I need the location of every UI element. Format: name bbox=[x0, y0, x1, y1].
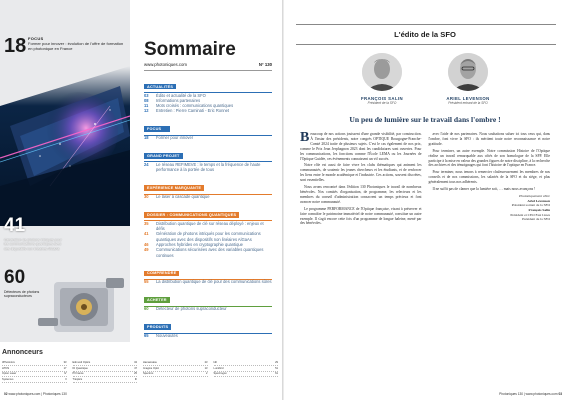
right-footer-text: Photoniques 130 | www.photoniques.com bbox=[499, 392, 558, 396]
toc-section-heading: PRODUITS bbox=[144, 324, 171, 330]
left-page bbox=[0, 0, 282, 400]
advertiser-item[interactable] bbox=[143, 372, 208, 377]
toc-entry-title: Nouveautés bbox=[156, 333, 178, 339]
feature-focus-number: 18 bbox=[4, 35, 27, 57]
editorial-title-rule bbox=[296, 44, 556, 45]
advertiser-page: 51 bbox=[275, 366, 278, 370]
editorial-paragraph: Il ne suffit pas de clamer que la lumière soit, … mais nous avançons ! bbox=[432, 187, 536, 192]
toc-entry-page: 35 bbox=[144, 220, 149, 226]
editorial-paragraph: Nous avons rencontré dans l'édition 130 Photoniques le travail de nombreux bénévoles. Nos comités d'organisation, de programme, les relecteurs et les membres du conseil d'administration consacrent un temps précieux et font avancer notre communauté. bbox=[300, 185, 422, 204]
signature-line: François Salin bbox=[528, 208, 550, 213]
advertiser-name: Trioptics bbox=[72, 377, 83, 381]
signature-line: Président et CEO Fast Lines bbox=[510, 212, 550, 217]
editorial-column-1 bbox=[300, 132, 422, 228]
editorial-title: L'édito de la SFO bbox=[394, 30, 456, 39]
toc-title: Sommaire bbox=[144, 39, 236, 60]
toc-section-heading: DOSSIER : COMMUNICATIONS QUANTIQUES bbox=[144, 212, 239, 218]
editorial-headline: Un peu de lumière sur le travail dans l'ombre ! bbox=[349, 115, 501, 124]
advertiser-item[interactable] bbox=[214, 372, 279, 377]
toc-entry-page: 03 bbox=[144, 92, 149, 98]
advertiser-name: Imagine Optic bbox=[143, 366, 160, 370]
toc-section bbox=[144, 144, 272, 173]
toc-section-heading: FOCUS bbox=[144, 126, 170, 132]
toc-section bbox=[144, 75, 272, 114]
advertiser-name: Hamamatsu bbox=[143, 361, 157, 364]
toc-section-heading: GRAND PROJET bbox=[144, 153, 183, 159]
toc-entry-title: Édito et actualité de la SFO bbox=[156, 92, 206, 98]
feature-entangled-photons[interactable] bbox=[4, 216, 124, 251]
signature-line: Ariel Levenson bbox=[527, 198, 550, 203]
toc-subheader bbox=[144, 62, 272, 71]
toc-section-heading: EXPÉRIENCE MARQUANTE bbox=[144, 185, 204, 191]
toc-entry-title: Entretien : Pierre Caminati - Eric Ronnet bbox=[156, 108, 230, 114]
advertiser-name: Edmund Optics bbox=[72, 361, 91, 364]
advertiser-name: Lumibird bbox=[213, 366, 224, 370]
author-name-salin: FRANÇOIS SALIN bbox=[360, 96, 404, 101]
advertiser-page: 33 bbox=[63, 361, 67, 364]
toc-section bbox=[144, 176, 272, 199]
toc-website[interactable]: www.photoniques.com bbox=[144, 62, 187, 67]
advertiser-name: Opton Laser bbox=[2, 372, 17, 375]
editorial-column-2 bbox=[429, 132, 551, 228]
feature-focus-kicker: FOCUS bbox=[28, 36, 44, 41]
right-page bbox=[284, 0, 566, 400]
drop-cap: B bbox=[300, 130, 310, 145]
toc-section bbox=[144, 315, 272, 338]
toc-issue: N° 130 bbox=[258, 62, 272, 67]
left-page-number: 02 bbox=[4, 392, 8, 396]
advertiser-item[interactable] bbox=[214, 367, 279, 372]
editorial-body bbox=[300, 132, 550, 228]
toc-entry[interactable] bbox=[144, 221, 272, 232]
editorial-top-rule bbox=[296, 24, 556, 25]
author-name-levenson: ARIEL LEVENSON bbox=[446, 96, 490, 101]
toc-entry-page: 49 bbox=[144, 247, 149, 253]
advertisers-title: Annonceurs bbox=[2, 349, 43, 356]
toc-entry[interactable] bbox=[144, 306, 272, 311]
toc-entry-page: 30 bbox=[144, 194, 149, 200]
signature-line: Président de la SFO bbox=[522, 217, 550, 222]
editorial-paragraph: Pour terminer, nous tenons à remercier chaleureusement les membres de nos conseils et de nos commissions, les salariés de la SFO et du siège, et plus généralement tous nos adhérents. bbox=[428, 170, 550, 185]
toc-section bbox=[144, 288, 272, 311]
author-role-salin: Président de la SFO bbox=[367, 101, 397, 105]
toc-entry-title: Génération de photons intriqués pour les communications quantiques avec des dispositifs non linéaires AlGaAs bbox=[156, 231, 261, 242]
table-of-contents bbox=[144, 40, 272, 338]
detector-image bbox=[34, 272, 130, 340]
advertiser-page: 34 bbox=[134, 361, 137, 364]
feature-41-number: 41 bbox=[4, 215, 26, 236]
advertiser-item[interactable] bbox=[73, 378, 138, 383]
toc-entry-title: Détecteur de photons supraconducteur bbox=[156, 306, 227, 312]
advertiser-page: 29 bbox=[275, 361, 278, 364]
feature-60-text: Détecteurs de photons supraconducteurs bbox=[4, 290, 40, 299]
toc-entry-title: Former pour innover bbox=[156, 135, 194, 141]
toc-entry[interactable] bbox=[144, 279, 272, 284]
toc-section-heading: ACTUALITÉS bbox=[144, 84, 176, 90]
toc-entry-title: Le réseau REFIMEVE : le temps et la fréquence de haute performance à la portée de tous bbox=[156, 161, 261, 173]
toc-section-heading: COMPRENDRE bbox=[144, 271, 179, 277]
toc-entry-page: 55 bbox=[144, 279, 149, 285]
advertiser-item[interactable] bbox=[2, 378, 67, 383]
toc-sections bbox=[144, 75, 272, 339]
toc-entry-title: Communications sécurisées avec des variables quantiques continues bbox=[156, 247, 264, 258]
feature-41-text: Génération de photons intriqués pour les communications quantiques avec des dispositifs non linéaires AlGaAs bbox=[4, 238, 62, 251]
feature-focus-text bbox=[28, 36, 128, 52]
toc-entry[interactable] bbox=[144, 247, 272, 258]
signature-line: Photoniquement vôtre bbox=[519, 193, 550, 198]
advertiser-page: 23 bbox=[204, 361, 208, 364]
toc-entry-page: 12 bbox=[144, 108, 149, 114]
author-portrait-levenson bbox=[448, 53, 488, 91]
advertiser-item[interactable] bbox=[143, 361, 208, 366]
advertiser-page: 61 bbox=[275, 372, 278, 375]
advertiser-name: Spectrogon bbox=[213, 372, 227, 375]
left-footer bbox=[4, 392, 67, 396]
editorial-paragraph: Pour terminer, un autre exemple. Notre commission Histoire de l'Optique réalise un travail remarquable aux côtés de son homologue de la SFP. Elle participe à la mise en valeur des grandes figures de notre discipline, à la recherche des archives et des témoignages qui font l'histoire de l'optique en France. bbox=[428, 148, 550, 168]
toc-entry-title: Approches hybrides en cryptographie quantique bbox=[156, 242, 243, 248]
advertiser-item[interactable] bbox=[73, 361, 138, 366]
right-page-number: 03 bbox=[558, 392, 562, 396]
advertiser-name: HTDS bbox=[2, 366, 10, 370]
advertiser-item[interactable] bbox=[2, 367, 67, 372]
toc-entry[interactable] bbox=[144, 162, 272, 173]
toc-entry[interactable] bbox=[144, 231, 272, 242]
signature-line: Président sortant de la SFO bbox=[511, 203, 550, 208]
advertiser-page: 17 bbox=[63, 366, 67, 370]
toc-section bbox=[144, 261, 272, 284]
right-footer bbox=[499, 392, 562, 396]
toc-entry-page: 24 bbox=[144, 161, 149, 167]
advertiser-name: Pl France bbox=[72, 372, 84, 375]
author-role-levenson: Président entrant de la SFO bbox=[448, 101, 488, 105]
advertiser-name: Spectros bbox=[143, 372, 154, 375]
advertiser-item[interactable] bbox=[214, 361, 279, 366]
editorial-paragraph: Notre rôle est aussi de faire vivre les clubs thématiques qui animent les communautés, de soutenir les jeunes chercheurs et les étudiants, et de renforcer les liens entre le monde académique et l'industrie. Ces actions, souvent discrètes, sont essentielles. bbox=[300, 163, 422, 183]
laser-image bbox=[0, 66, 130, 226]
left-footer-text: www.photoniques.com | Photoniques 130 bbox=[8, 392, 67, 396]
editorial-paragraph: Beaucoup de nos actions jouissent d'une grande visibilité, par construction. À l'instar des présidents, notre congrès OPTIQUE Bourgogne-Franche-Comté 2024 traite de plusieurs sujets. C'est le cas également de nos prix, comme le Prix Jean Jerphagnon 2023 dont les candidatures sont ouvertes. Pour les communications, les fonctions comme l'École LEMA ou les Journées de l'Optique Guidée, ces évènements connaissent un vif succès. bbox=[300, 130, 422, 161]
advertiser-page: II bbox=[65, 377, 67, 381]
advertiser-name: Idil bbox=[213, 361, 217, 364]
toc-entry-page: 60 bbox=[144, 306, 149, 312]
toc-section-heading: ACHETER bbox=[144, 297, 170, 303]
toc-entry-title: Le laser à cascade quantique bbox=[156, 194, 210, 200]
advertiser-page: 2 bbox=[206, 372, 208, 375]
editorial-paragraph: avec l'aide de nos partenaires. Nous souhaitons saluer ici tous ceux qui, dans l'ombre, font vivre la SFO : ils méritent toute notre reconnaissance et notre gratitude. bbox=[428, 132, 550, 146]
toc-entry-page: 11 bbox=[144, 103, 149, 109]
toc-entry[interactable] bbox=[144, 135, 272, 140]
advertisers-list bbox=[2, 361, 278, 383]
advertiser-item[interactable] bbox=[73, 372, 138, 377]
toc-entry-title: Distribution quantique de clé sur réseau déployé : enjeux et défis bbox=[156, 220, 264, 232]
toc-entry[interactable] bbox=[144, 333, 272, 338]
advertiser-page: III bbox=[134, 377, 137, 381]
toc-entry[interactable] bbox=[144, 194, 272, 199]
feature-60-number: 60 bbox=[4, 267, 26, 288]
toc-entry[interactable] bbox=[144, 108, 272, 113]
toc-entry-title: Informations partenaires bbox=[156, 97, 201, 103]
feature-focus-desc: Former pour innover : évolution de l'offre de formation en photonique en France bbox=[28, 41, 124, 52]
cover-strip bbox=[0, 0, 130, 342]
advertiser-page: IV bbox=[64, 372, 67, 375]
toc-entry-title: Mots croisés : communications quantiques bbox=[156, 103, 234, 109]
author-portrait-salin bbox=[362, 53, 402, 91]
toc-section bbox=[144, 203, 272, 258]
editorial-paragraph: Le programme PERFORMANCE de l'Optique française, visant à préserver et faire connaître le patrimoine immatériel de notre communauté, constitue un autre exemple. Il s'agit encore cette fois d'un programme de longue haleine, mené par des bénévoles. bbox=[300, 206, 422, 226]
toc-entry-page: 65 bbox=[144, 333, 149, 339]
toc-entry-page: 08 bbox=[144, 97, 149, 103]
advertiser-item[interactable] bbox=[2, 361, 67, 366]
advertiser-name: Systemus bbox=[2, 377, 14, 381]
toc-entry-title: La distribution quantique de clé pour des communications sûres bbox=[156, 279, 272, 285]
toc-entry-page: 41 bbox=[144, 231, 149, 237]
advertiser-page: 25 bbox=[134, 372, 137, 375]
advertiser-name: ID Quantique bbox=[72, 366, 88, 370]
editorial-signature bbox=[429, 194, 551, 222]
advertisers-block bbox=[0, 342, 282, 400]
advertiser-name: 3Photonics bbox=[2, 361, 15, 364]
advertiser-item[interactable] bbox=[143, 367, 208, 372]
advertiser-page: 47 bbox=[134, 366, 137, 370]
toc-entry-page: 18 bbox=[144, 135, 149, 141]
advertiser-page: 13 bbox=[204, 366, 208, 370]
advertiser-item[interactable] bbox=[73, 367, 138, 372]
advertiser-item[interactable] bbox=[2, 372, 67, 377]
toc-entry-page: 46 bbox=[144, 242, 149, 248]
toc-section bbox=[144, 117, 272, 140]
